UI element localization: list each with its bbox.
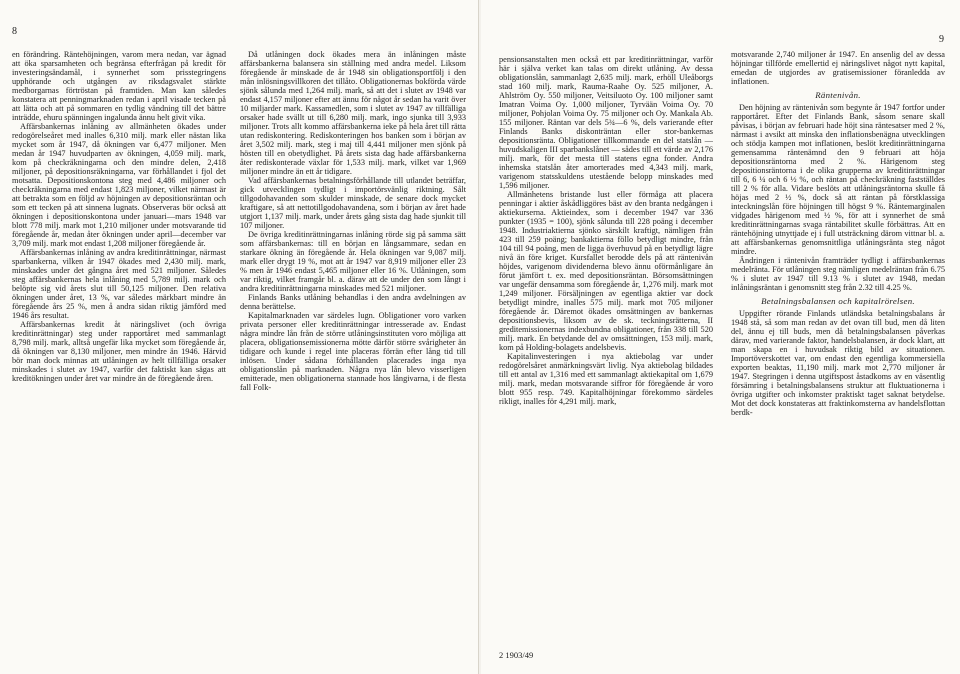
paragraph: Uppgifter rörande Finlands utländska betalningsbalans år 1948 stå, så som man redan av det ovan till bud, men då liten del, ännu ej till buds, men då betalningsbalansen påverkas därav, med varierande faktor, handelsbalansen, är dock klart, att man skapa en i huvudsak riktig bild av situationen. Importöverskottet var, om endast den egentliga kommersiella exporten beaktas, 11,190 milj. mark mot 2,770 miljoner år 1947. Stegringen i denna utgiftspost åstadkoms av en väsentlig försämring i betalningsbalansens struktur att fluktuationerna i övriga utgifter och inkomster praktiskt taget saknat betydelse. Mot det dock konstateras att fraktinkomsterna av handelsflottan berdk- (731, 309, 945, 417)
paragraph: Allmänhetens bristande lust eller förmåga att placera penningar i aktier åskådliggöres bäst av den branta nedgången i aktiekurserna. Aktieindex, som i december 1947 var 336 punkter (1935 = 100), sjönk sålunda till 228 poäng i december 1948. Industriaktierna sjönko särskilt kraftigt, nämligen från 423 till 259 poäng; bankaktierna föllo betydligt mindre, från 104 till 94 poäng, men de ligga överhuvud på en betydligt lägre nivå än före kriget. Kursfallet berodde dels på att räntenivån höjdes, varigenom dividenderna blevo ännu oförmånligare än förut jämfört t. ex. med depositionsräntan. Börsomsättningen var ungefär densamma som föregående år, 1,276 milj. mark mot 1,249 miljoner. Försäljningen av egentliga aktier var dock betydligt mindre, inalles 575 milj. mark mot 705 miljoner föregående år. Däremot ökades omsättningen av bankernas depositionsbevis, liksom av de sk. teckningsrätterna, II greditemissionernas indexbundna obligationer, från 338 till 520 milj. mark. En betydande del av omsättningen, 153 milj. mark, kom på Holding-bolagets andelsbevis. (499, 190, 713, 352)
right-column-2 (731, 50, 945, 662)
section-heading-betalningsbalansen: Betalningsbalansen och kapitalrörelsen. (761, 296, 915, 306)
left-column-2 (240, 50, 466, 617)
paragraph: Finlands Banks utlåning behandlas i den andra avdelningen av denna berättelse. (240, 293, 466, 311)
paragraph: Affärsbankernas kredit åt näringslivet (och övriga kreditinrättningar) steg under rapportåret med sammanlagt 8,798 milj. mark, alltså ungefär lika mycket som föregående år, då ökningen var 8,130 miljoner, men mindre än 1946. Härvid bör man dock minnas att utlåningen av helt tillfälliga orsaker minskades i slutet av 1947, varför det faktiskt kan sägas att kreditökningen under året var mindre än de föregående åren. (12, 320, 226, 383)
paragraph: motsvarande 2,740 miljoner år 1947. En ansenlig del av dessa höjningar tillförde emellertid ej näringslivet något nytt kapital, emedan de utgjordes av gratisemissioner föranledda av inflationen. (731, 50, 945, 86)
right-page (481, 0, 960, 674)
footer-signature: 2 1903/49 (499, 650, 534, 660)
paragraph: Affärsbankernas inlåning av allmänheten ökades under redogörelseåret med inalles 6,310 milj. mark eller nästan lika mycket som år 1947, då ökningen var 6,477 miljoner. Men medan år 1947 huvudparten av ökningen, 4,059 milj. mark, kom på checkräkningarna och den mindre delen, 2,418 miljoner, på depositionsräkningarna, var förhållandet i fjol det motsatta. Depositionskontona steg med 4,486 miljoner och checkräkningarna med endast 1,823 miljoner, vilket närmast är att betrakta som en följd av höjningen av depositionsräntan och som ett tecken på att sinnena lugnats. Observeras bör också att ökningen i depositionskontona under januari—mars 1948 var blott 778 milj. mark mot 1,210 miljoner under motsvarande tid föregående år, medan åter ökningen under april—december var 3,709 milj. mark mot endast 1,208 miljoner föregående år. (12, 122, 226, 248)
paragraph: Vad affärsbankernas betalningsförhållande till utlandet beträffar, gick utvecklingen tydligt i importörsvänlig riktning. Sålt tillgodohavanden som skulder minskade, de senare dock mycket kraftigare, så att nettotillgodohavandena, som i början av året hade utgjort 1,137 milj. mark, under årets gång sista dag hade sjunkit till 107 miljoner. (240, 176, 466, 230)
page-number-left: 8 (12, 26, 17, 37)
right-column-1 (499, 55, 713, 645)
paragraph: Då utlåningen dock ökades mera än inlåningen måste affärsbankerna balansera sin ställning med andra medel. Liksom föregående år minskade de år 1948 sin obligationsportfölj i den mån inlösningsvillkoren det tillåto. Obligationernas bokförda värde sjönk sålunda med 1,264 milj. mark, så att det i slutet av 1948 var endast 4,157 miljoner efter att ännu för något år sedan ha varit över 10 miljarder mark. Kassamedlen, som i slutet av 1947 av tillfälliga orsaker hade svällt ut till 6,280 milj. mark, ingo sjunka till 3,933 miljoner. Trots allt kommo affärsbankerna ieke på hela året till rätta utan rediskontering. Rediskonteringen hos banken som i början av året 3,502 milj. mark, steg i maj till 4,441 miljoner men sjönk på hösten till en obetydlighet. På årets sista dag hade affärsbankerna åter rediskonterade växlar för 1,533 milj. mark, vilket var 1,969 miljoner mindre än ett år tidigare. (240, 50, 466, 176)
paragraph: pensionsanstalten men också ett par kreditinrättningar, varför här i själva verket kan talas om direkt utlåning. Av dessa obligationslån, sammanlagt 2,635 milj. mark, erhöll Uleåborgs stad 160 milj. mark, Rauma-Raahe Oy. 525 miljoner, A. Ahlström Oy. 550 miljoner, Veitsiluoto Oy. 100 miljoner samt Imatran Voima Oy. 1,000 miljoner, Tyrvään Voima Oy. 70 miljoner, Pohjolan Voima Oy. 75 miljoner och Oy. Mankala Ab. 155 miljoner. Räntan var dels 5¾—6 %, dels varierande efter Finlands Banks diskonträntan eller stor-bankernas depositionsränta. Obligationer tillkommande en del statslån — huvudskaligen III sparbankslånet — sådes till ett värde av 2,176 milj. mark, för det mesta till statens egna fonder. Andra inhemska statslån åter amorterades med 4,343 milj. mark, varigenom statsskuldens utestående belopp minskades med 1,596 miljoner. (499, 55, 713, 190)
paragraph: Den höjning av räntenivån som begynte år 1947 fortfor under rapportåret. Efter det Finlands Bank, såsom senare skall påvisas, i början av februari hade höjt sina räntesatser med 2 %, närmast i avsikt att minska den inflationsbenägna utvecklingen och stödja kampen mot inflationen, beslöt kreditinrättningarna gemensamma räntenämnd den 9 februari att höja depositionsräntorna med 2 %. Härigenom steg depositionsräntorna i de olika grupperna av kreditinrättningar till 6, 6 ¼ och 6 ½ %, och räntan på checkräkning fastställdes till 2 % för alla. Vidare beslöts att utlåningsräntorna skulle få höjas med 2 ½ %, dock så att räntan på förstklassiga inteckningslån före höjningen till högst 9 %. Räntemarginalen vidgades härigenom med ½ %, för att i synnerhet de små kreditinrättningarnas svaga räntabilitet skulle förbättras. Att en räntehöjning utnyttjade ej i full utsträckning därom vittnar bl. a. att affärsbankernas genomsnittliga utlåningsränta steg något mindre. (731, 103, 945, 256)
left-column-1 (12, 50, 226, 662)
paragraph: Kapitalmarknaden var särdeles lugn. Obligationer voro varken privata personer eller kreditinrättningar intresserade av. Endast några mindre lån från de större utlåningsinstituten voro möjliga att placera, obligationsemissionerna mötte därför större svårigheter än tidigare och kunde i regel inte placeras förrän efter lång tid till inlösen. Under sådana förhållanden placerades inga nya obligationslån på marknaden. Några nya lån blevo visserligen emitterade, men obligationerna stannade hos långivarna, i de flesta fall Folk- (240, 311, 466, 392)
left-page (0, 0, 479, 674)
paragraph: De övriga kreditinrättningarnas inlåning rörde sig på samma sätt som affärsbankernas: till en början en långsammare, sedan en starkare ökning än föregående år. Hela ökningen var 9,087 milj. mark eller drygt 19 %, mot att år 1947 var 8,919 miljoner eller 23 % men år 1946 endast 5,465 miljoner eller 16 %. Utlåningen, som var riktig, vilket framgår bl. a. därav att de under den som långt i andra kreditinrättningarna minskades med 521 miljoner. (240, 230, 466, 293)
section-heading-rantenivan: Räntenivån. (815, 90, 861, 100)
paragraph: Ändringen i räntenivån framträder tydligt i affärsbankernas medelränta. För utlåningen steg nämligen medelräntan från 6.75 % i slutet av 1947 till 9.13 % i slutet av 1948, medan inlåningsräntan i genomsnitt steg från 2.32 till 4.25 %. (731, 256, 945, 292)
paragraph: Affärsbankernas inlåning av andra kreditinrättningar, närmast sparbankerna, vilken år 1947 ökades med 2,430 milj. mark, minskades under det gångna året med 521 miljoner. Således steg affärsbankernas hela inlåning med 5,789 milj. mark och belöpte sig vid årets slut till 50,125 miljoner. Den relativa ökningen under året, 13 %, var således märkbart mindre än föregående års 25 %, men å andra sidan riktig jämförd med 1946 års resultat. (12, 248, 226, 320)
paragraph: en förändring. Räntehöjningen, varom mera nedan, var ägnad att öka sparsamheten och begränsa efterfrågan på kredit för investeringsändamål, i synnerhet som prisstegringens upphörande och utgången av riksdagsvalet stärkte medborgarnas förtröstan på framtiden. Man kan således konstatera att penningmarknaden redan i april visade tecken på att lätta och att på sommaren en tydlig vändning till det bättre inträdde, ehuru spänningen ingalunda ännu helt givit vika. (12, 50, 226, 122)
paragraph: Kapitalinvesteringen i nya aktiebolag var under redogörelsåret anmärkningsvärt livlig. Nya aktiebolag bildades till ett antal av 1,316 med ett sammanlagt aktiekapital om 1,679 milj. mark, medan motsvarande siffror för föregående år voro blott 955 resp. 749. Kapitalhöjningar förekommo särdeles rikligt, inalles för 4,291 milj. mark, (499, 352, 713, 406)
page-number-right: 9 (939, 34, 944, 45)
